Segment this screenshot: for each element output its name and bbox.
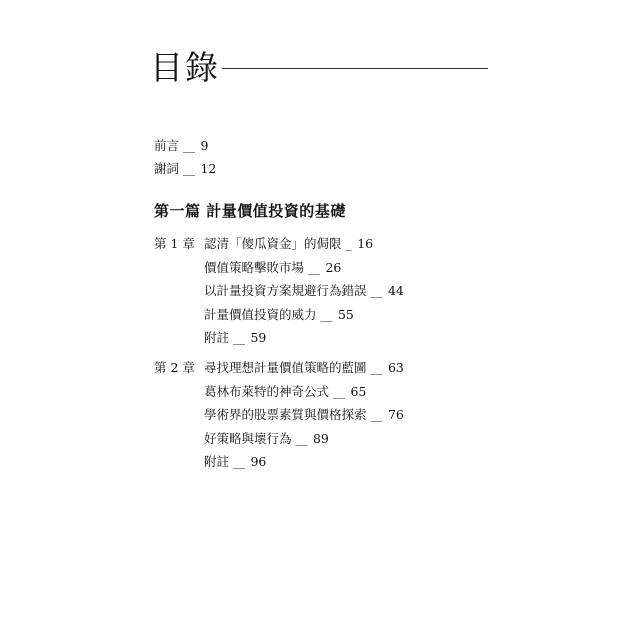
entry-leader: __ — [183, 161, 195, 176]
entry-title: 價值策略擊敗市場 — [204, 259, 305, 275]
entry-page-number: 89 — [312, 430, 329, 446]
title-rule — [222, 68, 488, 69]
toc-entry[interactable] — [204, 380, 404, 404]
entry-page-number: 12 — [200, 161, 217, 176]
entry-title: 前言 — [154, 138, 180, 153]
entry-leader: __ — [308, 259, 320, 275]
part-title[interactable]: 第一篇 計量價值投資的基礎 — [154, 202, 346, 220]
toc-entry[interactable] — [204, 427, 404, 451]
entry-page-number: 63 — [387, 360, 404, 375]
entry-page-number: 65 — [350, 383, 367, 399]
entry-title: 學術界的股票素質與價格探索 — [204, 407, 367, 422]
entry-leader: __ — [183, 138, 195, 153]
chapter-entries — [204, 232, 404, 350]
entry-page-number: 59 — [250, 330, 267, 345]
toc-entry-preface[interactable] — [154, 134, 216, 157]
toc-entry[interactable] — [204, 256, 404, 280]
entry-page-number: 76 — [387, 407, 404, 422]
entry-page-number: 16 — [357, 236, 374, 251]
toc-entry[interactable] — [204, 450, 404, 474]
entry-page-number: 96 — [250, 454, 267, 469]
toc-entry-acknowledgements[interactable] — [154, 157, 216, 180]
chapter-label: 第 2 章 — [154, 360, 195, 375]
entry-leader: __ — [333, 383, 345, 399]
entry-title: 謝詞 — [154, 161, 180, 176]
entry-leader: __ — [370, 360, 382, 375]
entry-title: 附註 — [204, 454, 230, 469]
entry-title: 以計量投資方案規避行為錯誤 — [204, 283, 367, 298]
entry-leader: __ — [370, 407, 382, 422]
entry-leader: __ — [233, 454, 245, 469]
entry-page-number: 9 — [200, 138, 209, 153]
toc-title: 目錄 — [150, 48, 220, 87]
toc-entry[interactable] — [204, 279, 404, 303]
entry-leader: __ — [295, 430, 307, 446]
entry-leader: _ — [345, 236, 352, 251]
entry-page-number: 44 — [387, 283, 404, 298]
entry-page-number: 55 — [337, 306, 354, 322]
toc-entry[interactable] — [204, 303, 404, 327]
toc-heading — [150, 48, 220, 88]
entry-title: 認清「傻瓜資金」的侷限 — [204, 236, 342, 251]
entry-leader: __ — [233, 330, 245, 345]
entry-title: 附註 — [204, 330, 230, 345]
toc-entry[interactable] — [204, 403, 404, 427]
entry-title: 葛林布萊特的神奇公式 — [204, 383, 330, 399]
entry-title: 尋找理想計量價值策略的藍圖 — [204, 360, 367, 375]
toc-entry[interactable] — [204, 326, 404, 350]
chapter-label: 第 1 章 — [154, 236, 195, 251]
entry-leader: __ — [370, 283, 382, 298]
toc-entry[interactable] — [204, 232, 404, 256]
entry-title: 好策略與壞行為 — [204, 430, 292, 446]
front-matter-list — [154, 134, 216, 180]
chapter-entries — [204, 356, 404, 474]
entry-title: 計量價值投資的威力 — [204, 306, 317, 322]
entry-page-number: 26 — [325, 259, 342, 275]
entry-leader: __ — [320, 306, 332, 322]
toc-entry[interactable] — [204, 356, 404, 380]
